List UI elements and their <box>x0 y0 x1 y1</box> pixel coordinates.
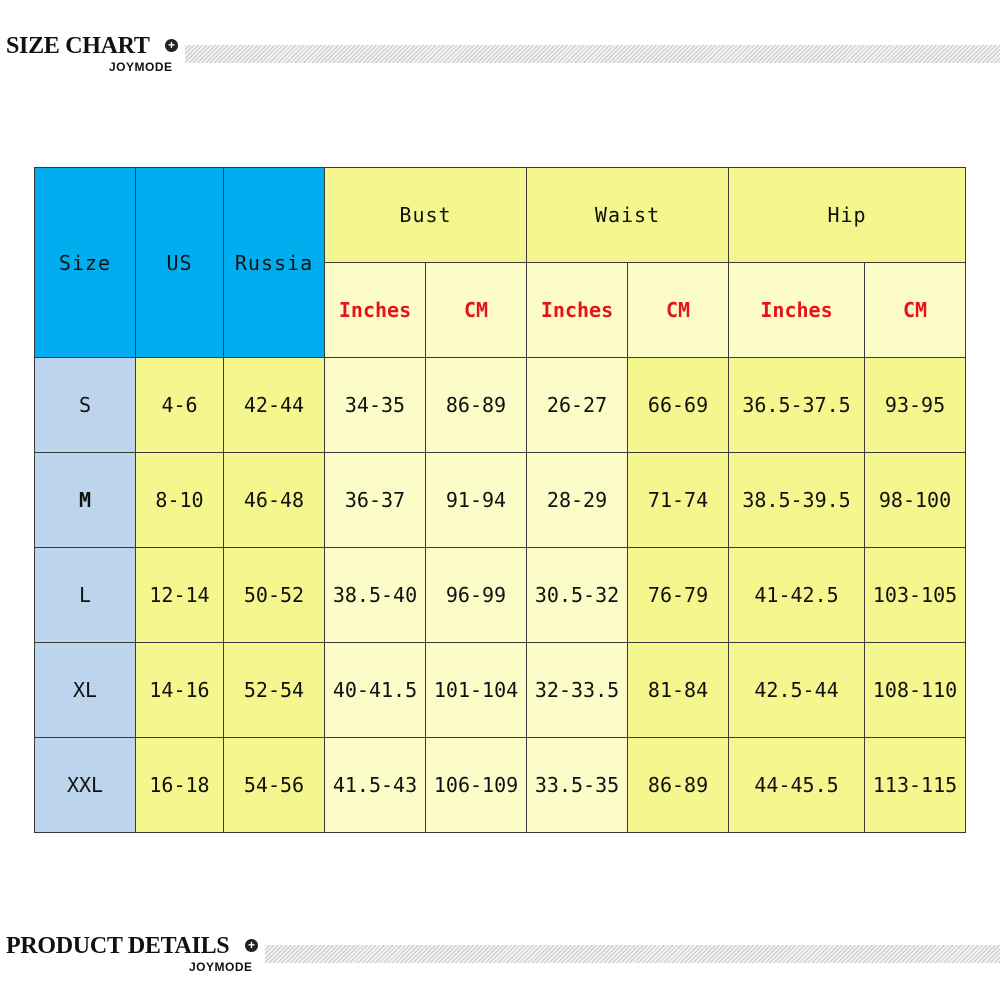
size-cell: L <box>35 548 136 643</box>
russia-cell: 52-54 <box>224 643 325 738</box>
unit-bust-inches: Inches <box>325 263 426 358</box>
waist-inches-cell: 33.5-35 <box>527 738 628 833</box>
hip-cm-cell: 108-110 <box>865 643 966 738</box>
hip-inches-cell: 41-42.5 <box>729 548 865 643</box>
plus-circle-icon: + <box>245 939 258 952</box>
hip-inches-cell: 42.5-44 <box>729 643 865 738</box>
waist-inches-cell: 26-27 <box>527 358 628 453</box>
table-row <box>35 738 966 833</box>
header-size: Size <box>35 168 136 358</box>
bust-cm-cell: 86-89 <box>426 358 527 453</box>
brand-label: JOYMODE <box>109 60 173 74</box>
us-cell: 14-16 <box>136 643 224 738</box>
bust-cm-cell: 96-99 <box>426 548 527 643</box>
unit-hip-inches: Inches <box>729 263 865 358</box>
bust-inches-cell: 38.5-40 <box>325 548 426 643</box>
russia-cell: 50-52 <box>224 548 325 643</box>
table-row <box>35 453 966 548</box>
size-chart-header <box>0 30 1000 90</box>
waist-inches-cell: 32-33.5 <box>527 643 628 738</box>
hip-cm-cell: 103-105 <box>865 548 966 643</box>
header-us: US <box>136 168 224 358</box>
russia-cell: 54-56 <box>224 738 325 833</box>
waist-cm-cell: 66-69 <box>628 358 729 453</box>
waist-cm-cell: 81-84 <box>628 643 729 738</box>
hip-cm-cell: 113-115 <box>865 738 966 833</box>
russia-cell: 42-44 <box>224 358 325 453</box>
us-cell: 4-6 <box>136 358 224 453</box>
bust-inches-cell: 40-41.5 <box>325 643 426 738</box>
plus-circle-icon: + <box>165 39 178 52</box>
waist-inches-cell: 28-29 <box>527 453 628 548</box>
hip-inches-cell: 38.5-39.5 <box>729 453 865 548</box>
header-waist: Waist <box>527 168 729 263</box>
bust-inches-cell: 36-37 <box>325 453 426 548</box>
hip-cm-cell: 98-100 <box>865 453 966 548</box>
striped-divider <box>265 945 1000 963</box>
table-row <box>35 548 966 643</box>
unit-hip-cm: CM <box>865 263 966 358</box>
product-details-header <box>0 930 1000 990</box>
hip-inches-cell: 44-45.5 <box>729 738 865 833</box>
russia-cell: 46-48 <box>224 453 325 548</box>
brand-label: JOYMODE <box>189 960 253 974</box>
bust-inches-cell: 41.5-43 <box>325 738 426 833</box>
us-cell: 16-18 <box>136 738 224 833</box>
waist-cm-cell: 86-89 <box>628 738 729 833</box>
striped-divider <box>185 45 1000 63</box>
bust-inches-cell: 34-35 <box>325 358 426 453</box>
waist-cm-cell: 76-79 <box>628 548 729 643</box>
waist-inches-cell: 30.5-32 <box>527 548 628 643</box>
header-russia: Russia <box>224 168 325 358</box>
hip-cm-cell: 93-95 <box>865 358 966 453</box>
size-cell: XXL <box>35 738 136 833</box>
bust-cm-cell: 106-109 <box>426 738 527 833</box>
header-bust: Bust <box>325 168 527 263</box>
hip-inches-cell: 36.5-37.5 <box>729 358 865 453</box>
unit-bust-cm: CM <box>426 263 527 358</box>
size-cell: XL <box>35 643 136 738</box>
us-cell: 8-10 <box>136 453 224 548</box>
bust-cm-cell: 91-94 <box>426 453 527 548</box>
header-hip: Hip <box>729 168 966 263</box>
table-row <box>35 643 966 738</box>
table-row <box>35 358 966 453</box>
us-cell: 12-14 <box>136 548 224 643</box>
size-table <box>34 167 966 833</box>
product-details-title: PRODUCT DETAILS <box>6 933 230 959</box>
unit-waist-cm: CM <box>628 263 729 358</box>
bust-cm-cell: 101-104 <box>426 643 527 738</box>
size-cell: M <box>35 453 136 548</box>
unit-waist-inches: Inches <box>527 263 628 358</box>
size-cell: S <box>35 358 136 453</box>
size-chart-title: SIZE CHART <box>6 33 150 59</box>
waist-cm-cell: 71-74 <box>628 453 729 548</box>
